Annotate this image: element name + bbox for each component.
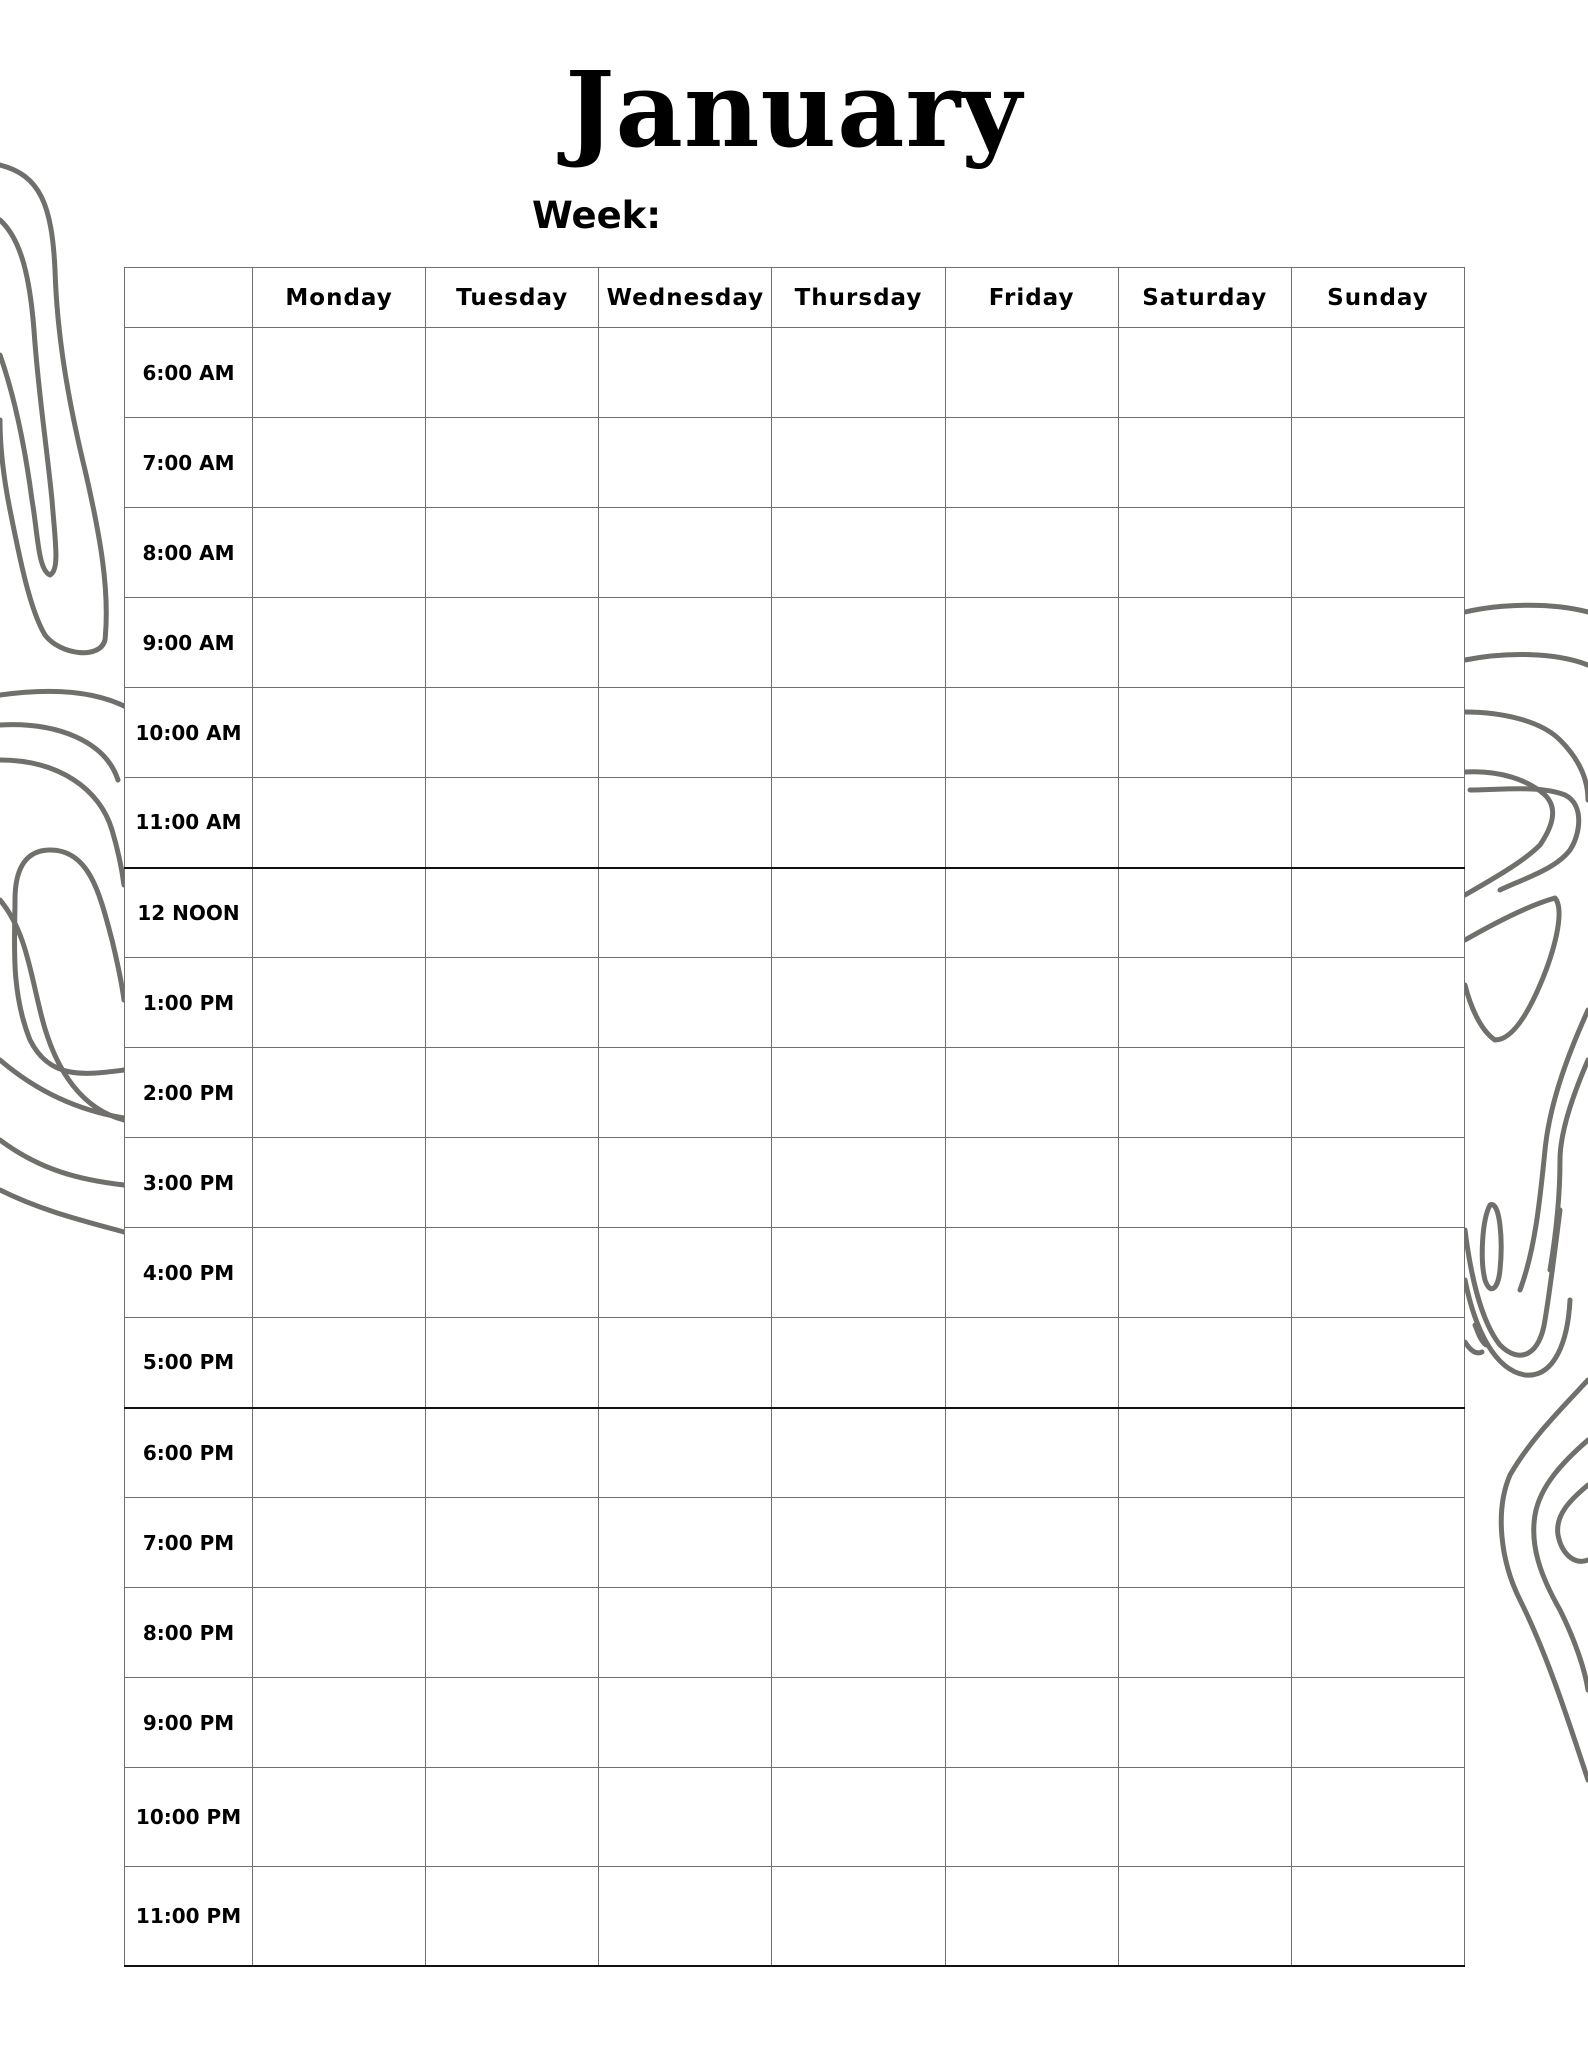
slot-cell-wednesday[interactable] [599, 868, 772, 958]
slot-cell-thursday[interactable] [772, 1408, 945, 1498]
slot-cell-tuesday[interactable] [426, 508, 599, 598]
slot-cell-saturday[interactable] [1118, 778, 1291, 868]
slot-cell-monday[interactable] [253, 508, 426, 598]
slot-cell-saturday[interactable] [1118, 1138, 1291, 1228]
time-row [125, 1228, 1465, 1318]
slot-cell-saturday[interactable] [1118, 598, 1291, 688]
slot-cell-wednesday[interactable] [599, 1138, 772, 1228]
time-label: 6:00 AM [125, 328, 253, 418]
time-label: 12 NOON [125, 868, 253, 958]
slot-cell-tuesday[interactable] [426, 1408, 599, 1498]
slot-cell-saturday[interactable] [1118, 1048, 1291, 1138]
slot-cell-thursday[interactable] [772, 1318, 945, 1408]
slot-cell-saturday[interactable] [1118, 1408, 1291, 1498]
slot-cell-tuesday[interactable] [426, 1498, 599, 1588]
time-row [125, 778, 1465, 868]
time-row [125, 598, 1465, 688]
time-row [125, 1318, 1465, 1408]
slot-cell-saturday[interactable] [1118, 1768, 1291, 1867]
day-header-saturday: Saturday [1118, 268, 1291, 328]
slot-cell-monday[interactable] [253, 1588, 426, 1678]
slot-cell-monday[interactable] [253, 1408, 426, 1498]
slot-cell-monday[interactable] [253, 688, 426, 778]
slot-cell-wednesday[interactable] [599, 1048, 772, 1138]
slot-cell-saturday[interactable] [1118, 688, 1291, 778]
slot-cell-thursday[interactable] [772, 868, 945, 958]
page-title: January [565, 48, 1023, 171]
slot-cell-friday[interactable] [945, 508, 1118, 598]
time-row [125, 688, 1465, 778]
slot-cell-friday[interactable] [945, 1228, 1118, 1318]
weekly-planner-grid [124, 267, 1465, 1967]
time-label: 11:00 PM [125, 1867, 253, 1966]
slot-cell-friday[interactable] [945, 1768, 1118, 1867]
time-row [125, 1048, 1465, 1138]
slot-cell-wednesday[interactable] [599, 508, 772, 598]
slot-cell-thursday[interactable] [772, 958, 945, 1048]
slot-cell-saturday[interactable] [1118, 1228, 1291, 1318]
slot-cell-monday[interactable] [253, 1867, 426, 1966]
slot-cell-sunday[interactable] [1291, 1318, 1464, 1408]
slot-cell-wednesday[interactable] [599, 1678, 772, 1768]
slot-cell-saturday[interactable] [1118, 1318, 1291, 1408]
day-header-sunday: Sunday [1291, 268, 1464, 328]
slot-cell-monday[interactable] [253, 1228, 426, 1318]
slot-cell-tuesday[interactable] [426, 1588, 599, 1678]
time-row [125, 1768, 1465, 1867]
week-label: Week: [532, 194, 662, 237]
slot-cell-friday[interactable] [945, 1138, 1118, 1228]
slot-cell-sunday[interactable] [1291, 958, 1464, 1048]
time-label: 10:00 AM [125, 688, 253, 778]
slot-cell-wednesday[interactable] [599, 688, 772, 778]
slot-cell-sunday[interactable] [1291, 1408, 1464, 1498]
day-header-wednesday: Wednesday [599, 268, 772, 328]
time-row [125, 328, 1465, 418]
day-header-tuesday: Tuesday [426, 268, 599, 328]
day-header-monday: Monday [253, 268, 426, 328]
day-header-thursday: Thursday [772, 268, 945, 328]
slot-cell-tuesday[interactable] [426, 958, 599, 1048]
slot-cell-wednesday[interactable] [599, 1498, 772, 1588]
time-label: 7:00 PM [125, 1498, 253, 1588]
time-row [125, 958, 1465, 1048]
slot-cell-sunday[interactable] [1291, 868, 1464, 958]
slot-cell-monday[interactable] [253, 328, 426, 418]
slot-cell-tuesday[interactable] [426, 778, 599, 868]
slot-cell-friday[interactable] [945, 1498, 1118, 1588]
slot-cell-wednesday[interactable] [599, 598, 772, 688]
time-row [125, 1138, 1465, 1228]
slot-cell-monday[interactable] [253, 1318, 426, 1408]
slot-cell-sunday[interactable] [1291, 1678, 1464, 1768]
slot-cell-friday[interactable] [945, 1678, 1118, 1768]
slot-cell-wednesday[interactable] [599, 328, 772, 418]
slot-cell-monday[interactable] [253, 418, 426, 508]
slot-cell-tuesday[interactable] [426, 868, 599, 958]
slot-cell-thursday[interactable] [772, 1588, 945, 1678]
slot-cell-saturday[interactable] [1118, 1498, 1291, 1588]
slot-cell-tuesday[interactable] [426, 1138, 599, 1228]
slot-cell-saturday[interactable] [1118, 418, 1291, 508]
slot-cell-wednesday[interactable] [599, 1408, 772, 1498]
slot-cell-wednesday[interactable] [599, 1768, 772, 1867]
slot-cell-tuesday[interactable] [426, 1318, 599, 1408]
slot-cell-sunday[interactable] [1291, 1228, 1464, 1318]
time-label: 9:00 PM [125, 1678, 253, 1768]
slot-cell-thursday[interactable] [772, 598, 945, 688]
corner-cell [125, 268, 253, 328]
slot-cell-wednesday[interactable] [599, 418, 772, 508]
slot-cell-friday[interactable] [945, 1867, 1118, 1966]
slot-cell-monday[interactable] [253, 1678, 426, 1768]
slot-cell-sunday[interactable] [1291, 598, 1464, 688]
slot-cell-sunday[interactable] [1291, 418, 1464, 508]
slot-cell-friday[interactable] [945, 598, 1118, 688]
slot-cell-tuesday[interactable] [426, 328, 599, 418]
slot-cell-monday[interactable] [253, 1498, 426, 1588]
time-label: 4:00 PM [125, 1228, 253, 1318]
slot-cell-thursday[interactable] [772, 688, 945, 778]
slot-cell-friday[interactable] [945, 688, 1118, 778]
slot-cell-sunday[interactable] [1291, 778, 1464, 868]
time-row [125, 1588, 1465, 1678]
slot-cell-wednesday[interactable] [599, 778, 772, 868]
slot-cell-saturday[interactable] [1118, 1867, 1291, 1966]
time-label: 8:00 AM [125, 508, 253, 598]
slot-cell-thursday[interactable] [772, 1498, 945, 1588]
slot-cell-sunday[interactable] [1291, 1588, 1464, 1678]
slot-cell-wednesday[interactable] [599, 1867, 772, 1966]
slot-cell-thursday[interactable] [772, 1768, 945, 1867]
slot-cell-sunday[interactable] [1291, 1048, 1464, 1138]
slot-cell-monday[interactable] [253, 958, 426, 1048]
time-row [125, 1498, 1465, 1588]
slot-cell-friday[interactable] [945, 958, 1118, 1048]
slot-cell-tuesday[interactable] [426, 1678, 599, 1768]
time-label: 6:00 PM [125, 1408, 253, 1498]
slot-cell-friday[interactable] [945, 1318, 1118, 1408]
slot-cell-saturday[interactable] [1118, 868, 1291, 958]
time-row [125, 508, 1465, 598]
slot-cell-sunday[interactable] [1291, 508, 1464, 598]
time-label: 3:00 PM [125, 1138, 253, 1228]
slot-cell-monday[interactable] [253, 1768, 426, 1867]
time-label: 7:00 AM [125, 418, 253, 508]
slot-cell-sunday[interactable] [1291, 1498, 1464, 1588]
time-label: 1:00 PM [125, 958, 253, 1048]
time-label: 5:00 PM [125, 1318, 253, 1408]
day-header-friday: Friday [945, 268, 1118, 328]
slot-cell-thursday[interactable] [772, 1048, 945, 1138]
slot-cell-wednesday[interactable] [599, 958, 772, 1048]
slot-cell-friday[interactable] [945, 1588, 1118, 1678]
slot-cell-sunday[interactable] [1291, 1138, 1464, 1228]
slot-cell-saturday[interactable] [1118, 958, 1291, 1048]
time-row [125, 1408, 1465, 1498]
time-label: 9:00 AM [125, 598, 253, 688]
time-row [125, 1867, 1465, 1966]
slot-cell-friday[interactable] [945, 1048, 1118, 1138]
slot-cell-wednesday[interactable] [599, 1588, 772, 1678]
slot-cell-saturday[interactable] [1118, 1588, 1291, 1678]
slot-cell-friday[interactable] [945, 868, 1118, 958]
time-row [125, 1678, 1465, 1768]
slot-cell-sunday[interactable] [1291, 688, 1464, 778]
slot-cell-thursday[interactable] [772, 1867, 945, 1966]
slot-cell-monday[interactable] [253, 1048, 426, 1138]
slot-cell-thursday[interactable] [772, 1228, 945, 1318]
slot-cell-friday[interactable] [945, 418, 1118, 508]
slot-cell-saturday[interactable] [1118, 1678, 1291, 1768]
slot-cell-wednesday[interactable] [599, 1318, 772, 1408]
slot-cell-thursday[interactable] [772, 1138, 945, 1228]
slot-cell-thursday[interactable] [772, 1678, 945, 1768]
slot-cell-monday[interactable] [253, 598, 426, 688]
slot-cell-tuesday[interactable] [426, 1867, 599, 1966]
time-row [125, 418, 1465, 508]
slot-cell-saturday[interactable] [1118, 508, 1291, 598]
slot-cell-friday[interactable] [945, 1408, 1118, 1498]
slot-cell-monday[interactable] [253, 1138, 426, 1228]
slot-cell-thursday[interactable] [772, 778, 945, 868]
slot-cell-thursday[interactable] [772, 328, 945, 418]
slot-cell-tuesday[interactable] [426, 1768, 599, 1867]
time-label: 8:00 PM [125, 1588, 253, 1678]
slot-cell-wednesday[interactable] [599, 1228, 772, 1318]
slot-cell-tuesday[interactable] [426, 688, 599, 778]
slot-cell-sunday[interactable] [1291, 1867, 1464, 1966]
slot-cell-sunday[interactable] [1291, 1768, 1464, 1867]
time-label: 11:00 AM [125, 778, 253, 868]
slot-cell-monday[interactable] [253, 778, 426, 868]
time-label: 2:00 PM [125, 1048, 253, 1138]
header-row [125, 268, 1465, 328]
slot-cell-monday[interactable] [253, 868, 426, 958]
slot-cell-friday[interactable] [945, 328, 1118, 418]
slot-cell-saturday[interactable] [1118, 328, 1291, 418]
slot-cell-tuesday[interactable] [426, 1048, 599, 1138]
slot-cell-tuesday[interactable] [426, 418, 599, 508]
slot-cell-thursday[interactable] [772, 508, 945, 598]
slot-cell-tuesday[interactable] [426, 1228, 599, 1318]
slot-cell-tuesday[interactable] [426, 598, 599, 688]
time-row [125, 868, 1465, 958]
time-label: 10:00 PM [125, 1768, 253, 1867]
slot-cell-thursday[interactable] [772, 418, 945, 508]
slot-cell-friday[interactable] [945, 778, 1118, 868]
slot-cell-sunday[interactable] [1291, 328, 1464, 418]
